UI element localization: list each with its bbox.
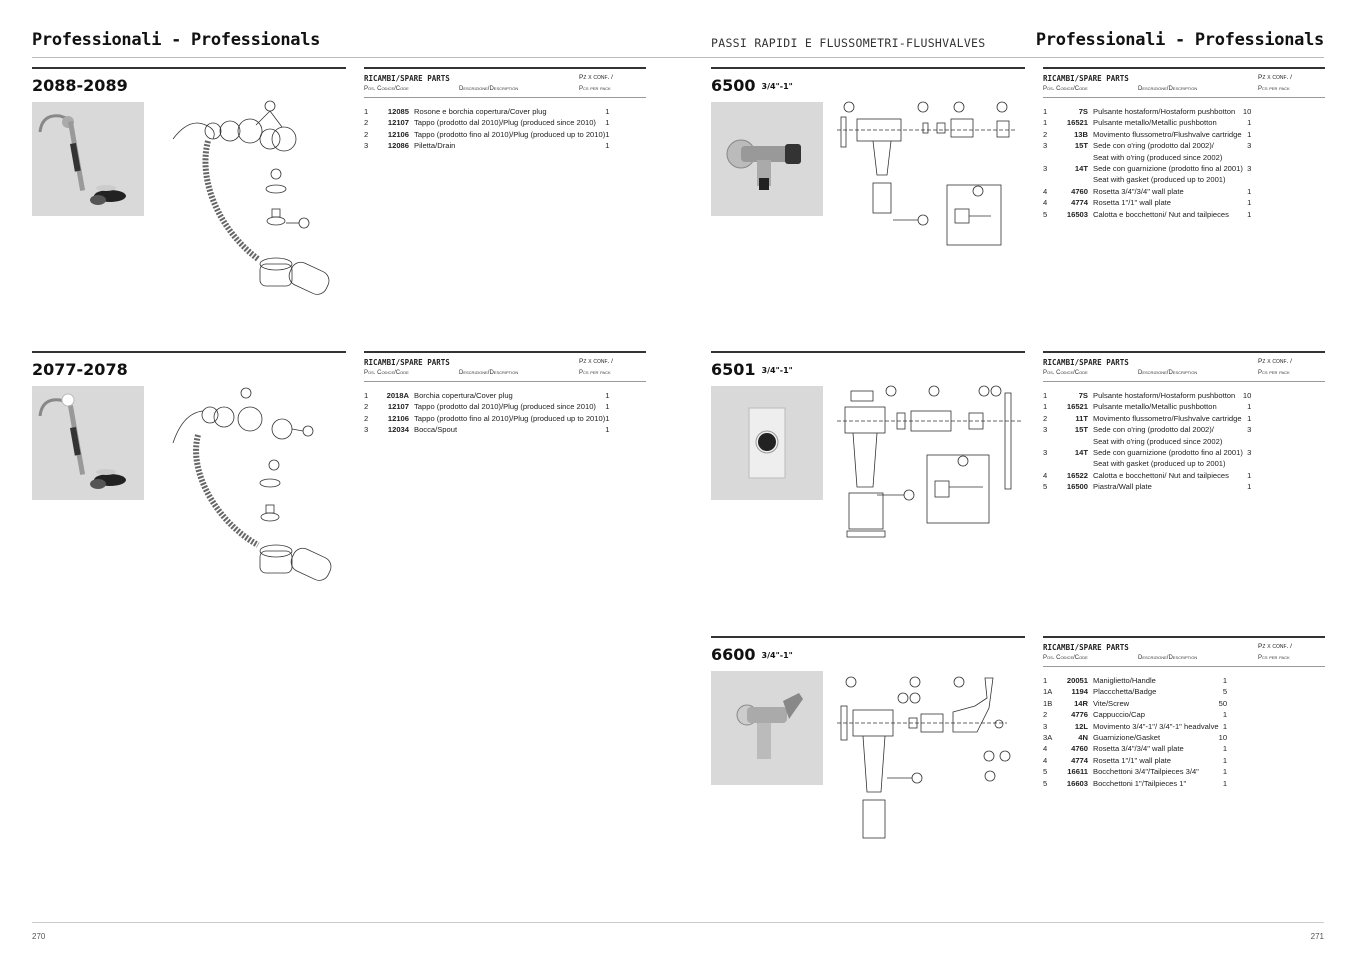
part-pos: 3 [1043, 141, 1048, 151]
part-qty [1243, 437, 1251, 448]
part-desc: Tappo (prodotto dal 2010)/Plug (produced since 2010) [414, 402, 596, 412]
part-desc: Rosetta 3/4"/3/4" wall plate [1093, 186, 1184, 196]
part-row [1043, 767, 1227, 778]
part-code: 4760 [1071, 744, 1088, 754]
parts-title: RICAMBI/SPARE PARTS [364, 358, 450, 367]
pos-code-heading: Pos. Codice/Code [364, 86, 409, 92]
part-qty: 1 [1247, 118, 1252, 128]
part-qty: 3 [1247, 447, 1252, 457]
part-qty: 1 [1247, 470, 1252, 480]
part-pos: 4 [1043, 198, 1048, 208]
part-code: 16503 [1066, 209, 1088, 219]
model-number: 2077-2078 [32, 360, 128, 379]
part-qty: 1 [605, 129, 610, 139]
part-row [364, 130, 609, 141]
qty-heading-line2: Pcs per pack [1258, 370, 1290, 376]
qty-heading: Pz x conf. / [579, 358, 613, 365]
part-desc: Tappo (prodotto dal 2010)/Plug (produced since 2010) [414, 118, 596, 128]
part-pos: 4 [1043, 470, 1048, 480]
part-pos: 3 [1043, 425, 1048, 435]
qty-heading: Pz x conf. / [1258, 643, 1292, 650]
description-heading: Descrizione/Description [459, 86, 519, 92]
part-code: 4776 [1071, 710, 1088, 720]
part-code: 7S [1078, 107, 1088, 116]
part-row [1043, 710, 1227, 721]
part-desc: Pulsante hostaform/Hostaform pushbotton [1093, 107, 1236, 116]
part-code: 12085 [387, 107, 409, 116]
part-desc: Rosetta 3/4"/3/4" wall plate [1093, 744, 1184, 754]
part-code: 12107 [387, 118, 409, 128]
part-qty: 1 [1222, 676, 1228, 685]
product-block-6501 [711, 351, 1325, 601]
part-code: 16603 [1066, 778, 1088, 788]
part-row [1043, 459, 1251, 470]
part-pos: 4 [1043, 755, 1048, 765]
part-desc: Movimento flussometro/Flushvalve cartridge [1093, 129, 1242, 139]
part-desc: Seat with o'ring (produced since 2002) [1093, 152, 1223, 162]
part-desc: Bocca/Spout [414, 425, 458, 435]
part-desc: Cappuccio/Cap [1093, 710, 1145, 720]
part-desc: Seat with gasket (produced up to 2001) [1093, 459, 1226, 469]
part-pos: 1 [1043, 402, 1048, 412]
part-desc: Sede con guarnizione (prodotto fino al 2001) [1093, 163, 1243, 173]
description-heading: Descrizione/Description [1138, 655, 1198, 661]
part-pos: 3 [1043, 721, 1048, 731]
part-row [1043, 198, 1251, 209]
part-pos [1043, 437, 1063, 448]
qty-heading-line2: Pcs per pack [579, 370, 611, 376]
part-row [1043, 744, 1227, 755]
part-pos: 2 [1043, 129, 1048, 139]
part-code: 12L [1074, 721, 1088, 731]
qty-heading: Pz x conf. / [1258, 74, 1292, 81]
part-qty [1243, 459, 1251, 470]
part-pos: 3 [364, 141, 369, 151]
part-qty: 1 [605, 107, 610, 116]
product-block-2088 [32, 67, 646, 317]
block-rule [711, 351, 1025, 353]
part-row [1043, 175, 1251, 186]
part-pos: 2 [1043, 413, 1048, 423]
part-row [364, 107, 609, 118]
part-code: 12034 [387, 425, 409, 435]
exploded-drawing [158, 99, 348, 304]
part-row [1043, 130, 1251, 141]
part-qty: 3 [1247, 163, 1252, 173]
part-qty [1243, 153, 1251, 164]
exploded-drawing [158, 383, 348, 588]
page-number-left: 270 [32, 932, 46, 941]
part-pos: 2 [364, 118, 369, 128]
part-qty: 1 [605, 425, 610, 435]
part-desc: Sede con o'ring (prodotto dal 2002)/ [1093, 141, 1214, 151]
block-rule [32, 351, 346, 353]
part-pos: 1 [364, 107, 369, 116]
part-row [1043, 141, 1251, 152]
part-row [364, 402, 609, 413]
model-number: 6600 3/4"-1" [711, 645, 793, 664]
parts-title: RICAMBI/SPARE PARTS [1043, 643, 1129, 652]
part-desc: Pulsante metallo/Metallic pushbotton [1093, 402, 1217, 412]
part-desc: Piastra/Wall plate [1093, 482, 1152, 492]
part-pos: 4 [1043, 744, 1048, 754]
part-pos: 2 [364, 413, 369, 423]
description-heading: Descrizione/Description [1138, 86, 1198, 92]
part-desc: Rosetta 1"/1" wall plate [1093, 755, 1171, 765]
part-code: 16500 [1066, 482, 1088, 492]
product-photo [32, 386, 144, 500]
product-photo [32, 102, 144, 216]
part-pos: 1 [1043, 391, 1048, 400]
part-code: 16521 [1066, 402, 1088, 412]
page-number-right: 271 [1310, 932, 1324, 941]
part-qty: 1 [1222, 755, 1228, 765]
header-divider [32, 57, 1324, 58]
part-code: 20051 [1066, 676, 1088, 685]
part-qty: 1 [1222, 721, 1228, 731]
part-qty: 1 [605, 413, 610, 423]
part-code: 16611 [1067, 767, 1088, 777]
part-desc: Sede con guarnizione (prodotto fino al 2001) [1093, 447, 1243, 457]
product-block-6500 [711, 67, 1325, 317]
part-qty: 1 [605, 141, 610, 151]
part-qty: 1 [605, 391, 610, 400]
part-row [1043, 722, 1227, 733]
part-pos: 1 [1043, 118, 1048, 128]
part-qty: 1 [1247, 482, 1252, 492]
part-desc: Tappo (prodotto fino al 2010)/Plug (produced up to 2010) [414, 129, 606, 139]
part-pos: 5 [1043, 209, 1048, 219]
parts-title: RICAMBI/SPARE PARTS [1043, 358, 1129, 367]
part-pos: 5 [1043, 778, 1048, 788]
model-number: 6500 3/4"-1" [711, 76, 793, 95]
part-row [1043, 482, 1251, 493]
part-code: 16522 [1066, 470, 1088, 480]
spare-parts-table [364, 67, 646, 153]
part-desc: Piletta/Drain [414, 141, 456, 151]
parts-list [1043, 676, 1227, 790]
part-row [1043, 164, 1251, 175]
part-desc: Pulsante metallo/Metallic pushbotton [1093, 118, 1217, 128]
part-pos: 2 [1043, 710, 1048, 720]
parts-list [1043, 391, 1251, 494]
part-code [1063, 459, 1093, 470]
part-pos: 5 [1043, 767, 1048, 777]
part-row [1043, 676, 1227, 687]
part-row [1043, 402, 1251, 413]
part-pos [1043, 459, 1063, 470]
part-qty: 3 [1247, 141, 1252, 151]
part-desc: Borchia copertura/Cover plug [414, 391, 513, 400]
part-desc: Guarnizione/Gasket [1093, 732, 1161, 742]
qty-heading: Pz x conf. / [579, 74, 613, 81]
part-code: 14T [1074, 163, 1088, 173]
part-pos: 2 [364, 129, 369, 139]
part-pos: 1 [1043, 676, 1048, 685]
part-pos: 3 [1043, 447, 1048, 457]
part-code: 7S [1078, 391, 1088, 400]
part-desc: Seat with gasket (produced up to 2001) [1093, 175, 1226, 185]
part-qty: 50 [1218, 698, 1228, 708]
part-row [1043, 391, 1251, 402]
part-row [1043, 448, 1251, 459]
parts-list [364, 107, 609, 153]
qty-heading-line2: Pcs per pack [579, 86, 611, 92]
block-rule [32, 67, 346, 69]
footer-divider [32, 922, 1324, 923]
part-desc: Pulsante hostaform/Hostaform pushbotton [1093, 391, 1236, 400]
qty-heading: Pz x conf. / [1258, 358, 1292, 365]
part-qty: 3 [1247, 425, 1252, 435]
parts-title: RICAMBI/SPARE PARTS [364, 74, 450, 83]
page-title-right: Professionali - Professionals [1035, 30, 1324, 50]
part-code: 12107 [387, 402, 409, 412]
part-code [1063, 153, 1093, 164]
part-qty: 1 [1247, 209, 1252, 219]
exploded-drawing [837, 99, 1037, 304]
exploded-drawing [837, 383, 1037, 588]
spare-parts-table [1043, 67, 1325, 221]
part-qty: 1 [1247, 402, 1252, 412]
product-photo [711, 671, 823, 785]
part-row [1043, 425, 1251, 436]
part-code: 15T [1074, 141, 1088, 151]
part-desc: Bocchettoni 1"/Tailpieces 1" [1093, 778, 1187, 788]
block-rule [711, 67, 1025, 69]
part-row [1043, 687, 1227, 698]
product-block-2077 [32, 351, 646, 601]
part-code: 14R [1074, 698, 1088, 708]
model-number: 2088-2089 [32, 76, 128, 95]
part-desc: Rosone e borchia copertura/Cover plug [414, 107, 547, 116]
part-desc: Tappo (prodotto fino al 2010)/Plug (produced up to 2010) [414, 413, 606, 423]
part-pos: 1 [364, 391, 369, 400]
part-desc: Movimento flussometro/Flushvalve cartridge [1093, 413, 1242, 423]
part-code: 15T [1074, 425, 1088, 435]
part-qty: 1 [605, 402, 610, 412]
part-code: 4774 [1071, 198, 1088, 208]
part-desc: Calotta e bocchettoni/ Nut and tailpieces [1093, 470, 1229, 480]
part-code: 12106 [387, 413, 409, 423]
part-pos: 1 [1043, 107, 1048, 116]
part-pos: 1A [1043, 687, 1053, 697]
part-row [1043, 414, 1251, 425]
pos-code-heading: Pos. Codice/Code [1043, 370, 1088, 376]
part-qty: 10 [1242, 391, 1252, 400]
pos-code-heading: Pos. Codice/Code [1043, 655, 1088, 661]
part-code [1063, 437, 1093, 448]
spare-parts-table [1043, 351, 1325, 494]
part-pos: 3A [1043, 732, 1053, 742]
part-row [1043, 107, 1251, 118]
part-qty: 1 [1247, 129, 1252, 139]
qty-heading-line2: Pcs per pack [1258, 86, 1290, 92]
part-code: 12106 [387, 129, 409, 139]
spare-parts-table [1043, 636, 1325, 790]
part-row [1043, 733, 1227, 744]
pos-code-heading: Pos. Codice/Code [1043, 86, 1088, 92]
part-code: 4N [1078, 732, 1088, 742]
product-block-6600 [711, 636, 1325, 886]
part-desc: Rosetta 1"/1" wall plate [1093, 198, 1171, 208]
part-qty: 1 [1247, 186, 1252, 196]
part-qty: 10 [1242, 107, 1252, 116]
part-desc: Seat with o'ring (produced since 2002) [1093, 436, 1223, 446]
model-size: 3/4"-1" [761, 651, 793, 660]
part-code: 4774 [1071, 755, 1088, 765]
model-number: 6501 3/4"-1" [711, 360, 793, 379]
part-qty: 1 [1222, 710, 1228, 720]
model-size: 3/4"-1" [761, 82, 793, 91]
part-qty: 1 [605, 118, 610, 128]
part-desc: Maniglietto/Handle [1093, 676, 1156, 685]
description-heading: Descrizione/Description [1138, 370, 1198, 376]
part-pos: 3 [364, 425, 369, 435]
part-code: 11T [1075, 413, 1088, 423]
description-heading: Descrizione/Description [459, 370, 519, 376]
part-qty: 1 [1247, 413, 1252, 423]
qty-heading-line2: Pcs per pack [1258, 655, 1290, 661]
part-row [1043, 779, 1227, 790]
part-row [1043, 153, 1251, 164]
model-size: 3/4"-1" [761, 366, 793, 375]
part-row [364, 425, 609, 436]
part-qty: 10 [1218, 732, 1228, 742]
part-row [1043, 187, 1251, 198]
part-code: 2018A [386, 391, 409, 400]
part-pos: 3 [1043, 163, 1048, 173]
part-desc: Placcchetta/Badge [1093, 687, 1157, 697]
part-code: 16521 [1066, 118, 1088, 128]
spare-parts-table [364, 351, 646, 437]
part-row [1043, 210, 1251, 221]
part-pos: 1B [1043, 698, 1053, 708]
part-pos: 5 [1043, 482, 1048, 492]
part-row [1043, 756, 1227, 767]
part-desc: Vite/Screw [1093, 698, 1130, 708]
part-pos [1043, 153, 1063, 164]
part-pos: 2 [364, 402, 369, 412]
parts-list [364, 391, 609, 437]
parts-title: RICAMBI/SPARE PARTS [1043, 74, 1129, 83]
part-row [1043, 118, 1251, 129]
part-pos [1043, 175, 1063, 186]
section-label: PASSI RAPIDI E FLUSSOMETRI-FLUSHVALVES [711, 36, 986, 50]
part-qty: 5 [1222, 687, 1228, 697]
part-desc: Calotta e bocchettoni/ Nut and tailpieces [1093, 209, 1229, 219]
part-qty: 1 [1247, 198, 1252, 208]
part-code: 1194 [1071, 687, 1088, 697]
part-desc: Sede con o'ring (prodotto dal 2002)/ [1093, 425, 1214, 435]
part-row [364, 414, 609, 425]
part-qty: 1 [1222, 744, 1228, 754]
part-code: 4760 [1071, 186, 1088, 196]
part-qty: 1 [1222, 767, 1228, 777]
product-photo [711, 102, 823, 216]
part-desc: Bocchettoni 3/4"/Tailpieces 3/4" [1093, 767, 1199, 777]
block-rule [711, 636, 1025, 638]
pos-code-heading: Pos. Codice/Code [364, 370, 409, 376]
part-row [1043, 471, 1251, 482]
part-row [1043, 699, 1227, 710]
part-row [364, 141, 609, 152]
part-code: 13B [1074, 129, 1088, 139]
exploded-drawing [837, 668, 1037, 873]
part-qty: 1 [1222, 778, 1228, 788]
product-photo [711, 386, 823, 500]
page-title-left: Professionali - Professionals [32, 30, 321, 50]
parts-list [1043, 107, 1251, 221]
part-code [1063, 175, 1093, 186]
part-row [364, 118, 609, 129]
part-code: 14T [1074, 447, 1088, 457]
part-row [364, 391, 609, 402]
part-code: 12086 [387, 141, 409, 151]
part-row [1043, 437, 1251, 448]
part-pos: 4 [1043, 186, 1048, 196]
part-desc: Movimento 3/4"-1"/ 3/4"-1" headvalve [1093, 721, 1219, 731]
part-qty [1243, 175, 1251, 186]
